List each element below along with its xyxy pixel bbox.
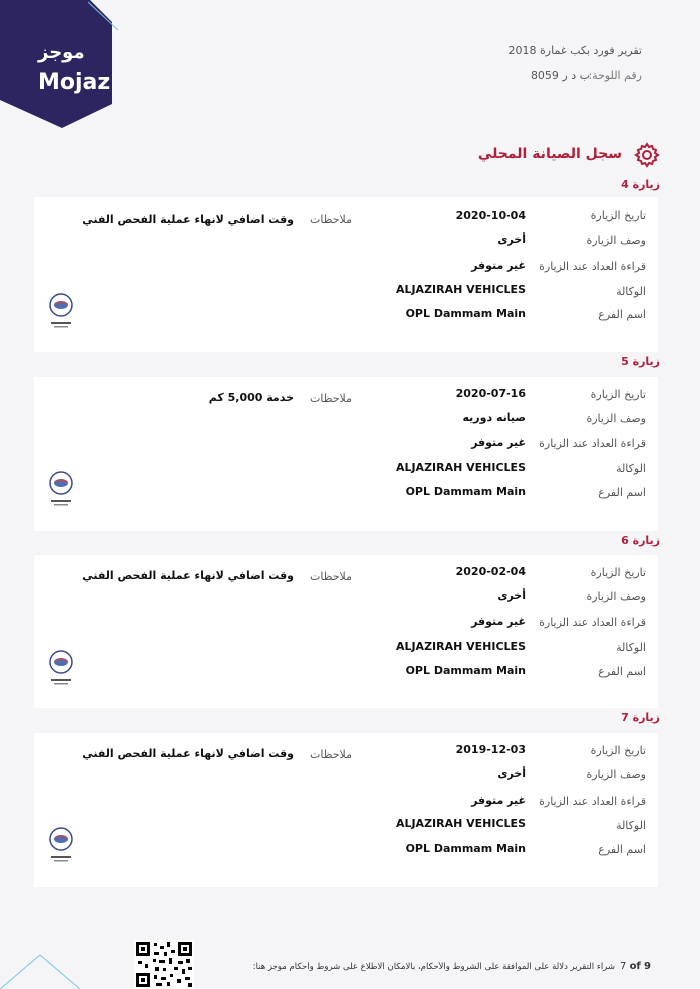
agency-label: الوكالة — [616, 819, 646, 832]
agency-logo — [48, 650, 74, 688]
footer-disclaimer: شراء التقرير دلالة على الموافقة على الشروط والأحكام، بالامكان الاطلاع على شروط وأحكام موجز هنا: — [252, 962, 615, 972]
agency-value: ALJAZIRAH VEHICLES — [395, 640, 526, 653]
agency-logo — [48, 827, 74, 865]
visit-label: زيارة 6 — [621, 534, 660, 547]
date-value: 2020-07-16 — [455, 387, 526, 400]
date-value: 2020-10-04 — [455, 209, 526, 222]
mojaz-logo — [0, 0, 130, 140]
logo-arabic: موجز — [38, 42, 85, 63]
description-value: أخرى — [497, 767, 526, 780]
notes-label: ملاحظات — [310, 392, 352, 405]
odometer-label: قراءة العداد عند الزيارة — [539, 260, 646, 273]
notes-value: وقت اضافي لانهاء عملية الفحص الفني — [82, 213, 294, 226]
logo-english: Mojaz — [38, 70, 111, 95]
branch-value: OPL Dammam Main — [405, 842, 526, 855]
date-label: تاريخ الزيارة — [590, 209, 646, 222]
description-value: أخرى — [497, 589, 526, 602]
date-label: تاريخ الزيارة — [590, 566, 646, 579]
corner-decoration — [0, 945, 80, 989]
notes-label: ملاحظات — [310, 213, 352, 226]
notes-value: وقت اضافي لانهاء عملية الفحص الفني — [82, 747, 294, 760]
agency-value: ALJAZIRAH VEHICLES — [395, 817, 526, 830]
description-label: وصف الزيارة — [586, 412, 646, 425]
agency-label: الوكالة — [616, 641, 646, 654]
description-label: وصف الزيارة — [586, 590, 646, 603]
visit-card — [34, 377, 658, 531]
agency-logo — [48, 293, 74, 331]
odometer-label: قراءة العداد عند الزيارة — [539, 795, 646, 808]
notes-label: ملاحظات — [310, 570, 352, 583]
report-title: تقرير فورد بكب غمارة 2018 — [508, 44, 642, 57]
gear-icon — [634, 142, 660, 168]
visit-label: زيارة 4 — [621, 178, 660, 191]
branch-value: OPL Dammam Main — [405, 485, 526, 498]
notes-label: ملاحظات — [310, 748, 352, 761]
visit-card — [34, 555, 658, 708]
branch-label: اسم الفرع — [598, 486, 646, 499]
branch-value: OPL Dammam Main — [405, 307, 526, 320]
odometer-value: غير متوفر — [471, 259, 526, 272]
date-value: 2020-02-04 — [455, 565, 526, 578]
section-title: سجل الصيانة المحلي — [477, 146, 622, 162]
agency-label: الوكالة — [616, 285, 646, 298]
description-value: صيانه دوريه — [462, 411, 526, 424]
date-label: تاريخ الزيارة — [590, 388, 646, 401]
description-label: وصف الزيارة — [586, 234, 646, 247]
odometer-value: غير متوفر — [471, 436, 526, 449]
visit-card — [34, 733, 658, 887]
date-label: تاريخ الزيارة — [590, 744, 646, 757]
agency-value: ALJAZIRAH VEHICLES — [395, 283, 526, 296]
branch-label: اسم الفرع — [598, 665, 646, 678]
plate-label: رقم اللوحة: — [588, 69, 642, 82]
page-total: 9 — [643, 961, 651, 972]
odometer-label: قراءة العداد عند الزيارة — [539, 616, 646, 629]
notes-value: وقت اضافي لانهاء عملية الفحص الفني — [82, 569, 294, 582]
page-current: 7 — [620, 961, 627, 972]
visit-label: زيارة 7 — [621, 711, 660, 724]
branch-value: OPL Dammam Main — [405, 664, 526, 677]
agency-logo — [48, 471, 74, 509]
page-of: of — [629, 961, 641, 972]
branch-label: اسم الفرع — [598, 308, 646, 321]
odometer-value: غير متوفر — [471, 615, 526, 628]
odometer-value: غير متوفر — [471, 794, 526, 807]
plate-value: ب د ر 8059 — [530, 69, 590, 82]
branch-label: اسم الفرع — [598, 843, 646, 856]
agency-value: ALJAZIRAH VEHICLES — [395, 461, 526, 474]
description-label: وصف الزيارة — [586, 768, 646, 781]
visit-card — [34, 197, 658, 352]
description-value: أخرى — [497, 233, 526, 246]
visit-label: زيارة 5 — [621, 355, 660, 368]
odometer-label: قراءة العداد عند الزيارة — [539, 437, 646, 450]
page-number — [620, 961, 651, 972]
date-value: 2019-12-03 — [455, 743, 526, 756]
qr-code-icon[interactable] — [134, 940, 194, 989]
notes-value: خدمة 5,000 كم — [208, 391, 294, 404]
agency-label: الوكالة — [616, 462, 646, 475]
